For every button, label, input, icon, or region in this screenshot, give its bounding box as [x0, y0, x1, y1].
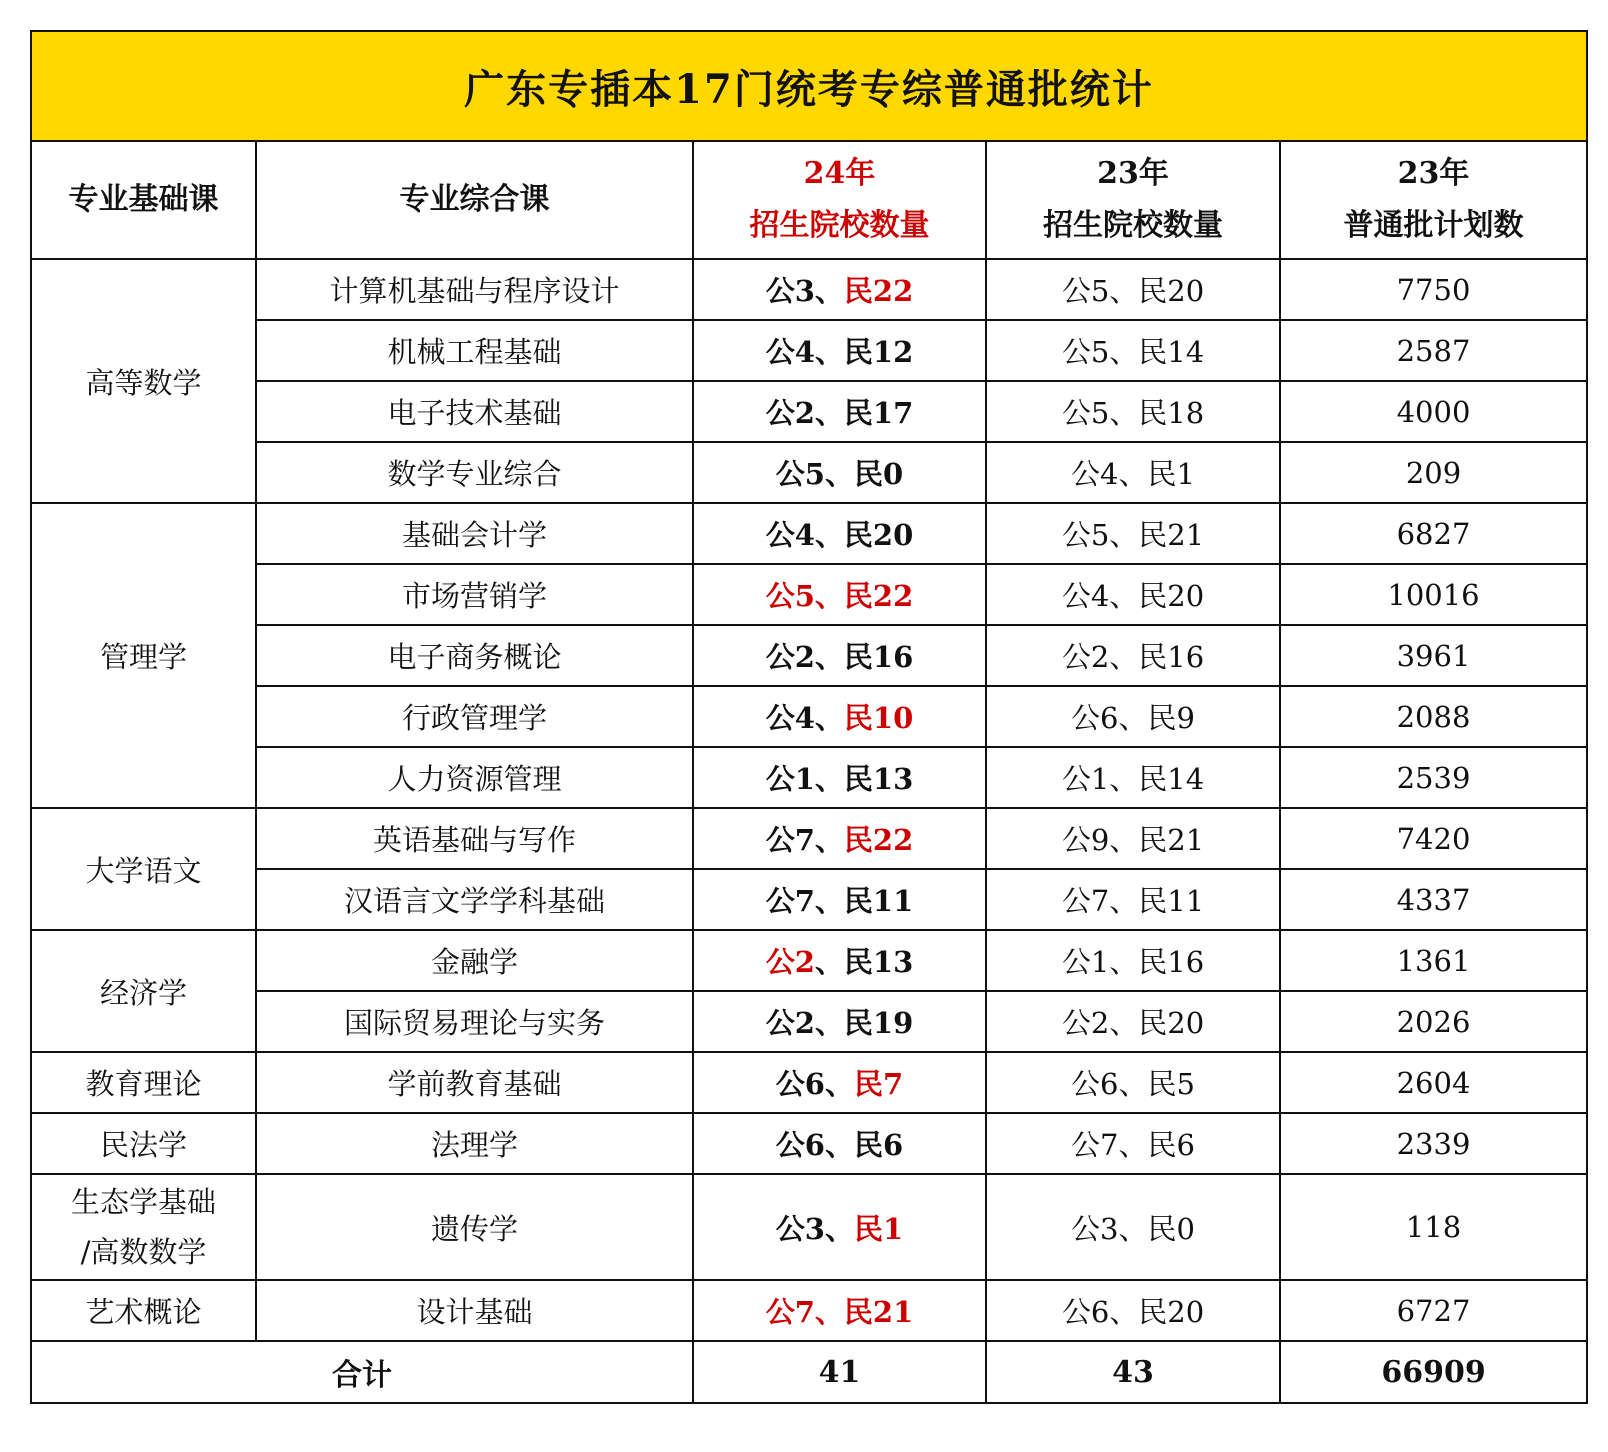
y24-public-count: 公4: [765, 518, 815, 552]
header-plan-year: 23年: [1397, 156, 1470, 191]
y24-public-count: 公1: [765, 762, 815, 796]
y24-count-cell: [693, 442, 986, 503]
plan-count-cell: 118: [1280, 1174, 1587, 1280]
base-course-cell: 管理学: [31, 503, 256, 808]
y24-private-count: 民22: [843, 579, 914, 613]
comprehensive-course-cell: 国际贸易理论与实务: [256, 991, 693, 1052]
y24-private-count: 民1: [854, 1211, 904, 1246]
y23-count-cell: 公9、民21: [986, 808, 1280, 869]
y24-count-cell: [693, 564, 986, 625]
y23-count-cell: 公6、民5: [986, 1052, 1280, 1113]
plan-count-cell: 4000: [1280, 381, 1587, 442]
header-y24-label: 招生院校数量: [749, 208, 930, 243]
y23-count-cell: 公3、民0: [986, 1174, 1280, 1280]
stats-table: [30, 30, 1588, 1404]
table-title: 广东专插本17门统考专综普通批统计: [31, 31, 1587, 141]
y23-count-cell: 公6、民20: [986, 1280, 1280, 1341]
y24-public-count: 公3: [775, 1211, 825, 1246]
plan-count-cell: 2604: [1280, 1052, 1587, 1113]
plan-count-cell: 2026: [1280, 991, 1587, 1052]
comprehensive-course-cell: 行政管理学: [256, 686, 693, 747]
separator: 、: [814, 396, 844, 430]
plan-count-cell: 2539: [1280, 747, 1587, 808]
y24-public-count: 公7: [765, 1295, 815, 1329]
y24-count-cell: [693, 1174, 986, 1280]
base-course-cell: 生态学基础 /高数数学: [31, 1174, 256, 1280]
y23-count-cell: 公4、民1: [986, 442, 1280, 503]
y24-public-count: 公5: [765, 579, 815, 613]
separator: 、: [814, 762, 844, 796]
y24-private-count: 民19: [843, 1006, 914, 1040]
comprehensive-course-cell: 法理学: [256, 1113, 693, 1174]
y24-count-cell: [693, 1280, 986, 1341]
y23-count-cell: 公7、民11: [986, 869, 1280, 930]
plan-count-cell: 6827: [1280, 503, 1587, 564]
y24-count-cell: [693, 808, 986, 869]
y24-public-count: 公2: [765, 640, 815, 674]
y23-count-cell: 公7、民6: [986, 1113, 1280, 1174]
comprehensive-course-cell: 电子商务概论: [256, 625, 693, 686]
y24-public-count: 公2: [765, 945, 815, 979]
y24-public-count: 公2: [765, 1006, 815, 1040]
plan-count-cell: 7420: [1280, 808, 1587, 869]
y24-count-cell: [693, 320, 986, 381]
y24-public-count: 公4: [765, 335, 815, 369]
header-y24-year: 24年: [803, 156, 876, 191]
y24-public-count: 公4: [765, 701, 815, 735]
comprehensive-course-cell: 基础会计学: [256, 503, 693, 564]
total-y24: 41: [693, 1341, 986, 1403]
comprehensive-course-cell: 汉语言文学学科基础: [256, 869, 693, 930]
y24-count-cell: [693, 686, 986, 747]
y24-private-count: 民20: [843, 518, 914, 552]
separator: 、: [824, 1128, 854, 1162]
y23-count-cell: 公1、民16: [986, 930, 1280, 991]
y24-private-count: 民16: [843, 640, 914, 674]
base-course-cell: 高等数学: [31, 259, 256, 503]
table-row: [31, 564, 1587, 625]
table-row: [31, 442, 1587, 503]
plan-count-cell: 2339: [1280, 1113, 1587, 1174]
plan-count-cell: 1361: [1280, 930, 1587, 991]
y24-count-cell: [693, 869, 986, 930]
plan-count-cell: 3961: [1280, 625, 1587, 686]
plan-count-cell: 2587: [1280, 320, 1587, 381]
plan-count-cell: 6727: [1280, 1280, 1587, 1341]
y24-public-count: 公5: [775, 457, 825, 491]
separator: 、: [814, 640, 844, 674]
table-row: [31, 1052, 1587, 1113]
base-course-cell: 教育理论: [31, 1052, 256, 1113]
y24-count-cell: [693, 381, 986, 442]
y24-public-count: 公6: [775, 1067, 825, 1101]
y23-count-cell: 公4、民20: [986, 564, 1280, 625]
y23-count-cell: 公6、民9: [986, 686, 1280, 747]
plan-count-cell: 2088: [1280, 686, 1587, 747]
comprehensive-course-cell: 电子技术基础: [256, 381, 693, 442]
y24-count-cell: [693, 503, 986, 564]
y24-private-count: 民22: [843, 274, 914, 308]
y24-private-count: 民12: [843, 335, 914, 369]
y24-count-cell: [693, 747, 986, 808]
header-comprehensive-course: 专业综合课: [256, 141, 693, 259]
table-row: [31, 869, 1587, 930]
header-y23-label: 招生院校数量: [1043, 208, 1223, 243]
y23-count-cell: 公1、民14: [986, 747, 1280, 808]
y23-count-cell: 公5、民20: [986, 259, 1280, 320]
separator: 、: [814, 274, 844, 308]
y24-public-count: 公2: [765, 396, 815, 430]
comprehensive-course-cell: 人力资源管理: [256, 747, 693, 808]
separator: 、: [814, 701, 844, 735]
header-y23-count: [986, 141, 1280, 259]
table-row: [31, 991, 1587, 1052]
separator: 、: [824, 1067, 854, 1101]
y24-count-cell: [693, 625, 986, 686]
y24-count-cell: [693, 1113, 986, 1174]
table-row: [31, 686, 1587, 747]
base-course-cell: 大学语文: [31, 808, 256, 930]
y24-private-count: 民13: [843, 945, 914, 979]
table-row: [31, 625, 1587, 686]
base-course-cell: 经济学: [31, 930, 256, 1052]
comprehensive-course-cell: 设计基础: [256, 1280, 693, 1341]
header-plan-label: 普通批计划数: [1343, 208, 1524, 243]
header-plan: [1280, 141, 1587, 259]
table-row: [31, 1280, 1587, 1341]
y24-private-count: 民10: [843, 701, 914, 735]
table-row: [31, 930, 1587, 991]
base-course-cell: 民法学: [31, 1113, 256, 1174]
plan-count-cell: 4337: [1280, 869, 1587, 930]
header-y23-year: 23年: [1097, 156, 1169, 191]
comprehensive-course-cell: 学前教育基础: [256, 1052, 693, 1113]
comprehensive-course-cell: 机械工程基础: [256, 320, 693, 381]
separator: 、: [814, 1295, 844, 1329]
total-plan: 66909: [1280, 1341, 1587, 1403]
plan-count-cell: 10016: [1280, 564, 1587, 625]
y24-private-count: 民0: [854, 457, 904, 491]
header-base-course: 专业基础课: [31, 141, 256, 259]
y23-count-cell: 公2、民20: [986, 991, 1280, 1052]
y24-private-count: 民7: [854, 1067, 904, 1101]
y24-private-count: 民6: [854, 1128, 904, 1162]
table-row: [31, 320, 1587, 381]
table-row: [31, 1174, 1587, 1280]
comprehensive-course-cell: 金融学: [256, 930, 693, 991]
header-y24-count: [693, 141, 986, 259]
y23-count-cell: 公5、民14: [986, 320, 1280, 381]
y24-public-count: 公7: [765, 823, 815, 857]
y24-count-cell: [693, 1052, 986, 1113]
total-label: 合计: [31, 1341, 693, 1403]
comprehensive-course-cell: 市场营销学: [256, 564, 693, 625]
comprehensive-course-cell: 英语基础与写作: [256, 808, 693, 869]
y23-count-cell: 公5、民18: [986, 381, 1280, 442]
table-body: [31, 259, 1587, 1341]
y24-private-count: 民22: [843, 823, 914, 857]
y24-private-count: 民13: [843, 762, 914, 796]
separator: 、: [824, 1211, 854, 1246]
y23-count-cell: 公2、民16: [986, 625, 1280, 686]
separator: 、: [814, 884, 844, 918]
separator: 、: [814, 518, 844, 552]
separator: 、: [814, 823, 844, 857]
y24-count-cell: [693, 930, 986, 991]
separator: 、: [814, 945, 844, 979]
base-course-cell: 艺术概论: [31, 1280, 256, 1341]
total-row: [31, 1341, 1587, 1403]
table-row: [31, 259, 1587, 320]
separator: 、: [824, 457, 854, 491]
y24-public-count: 公6: [775, 1128, 825, 1162]
separator: 、: [814, 335, 844, 369]
table-row: [31, 381, 1587, 442]
plan-count-cell: 7750: [1280, 259, 1587, 320]
y24-private-count: 民21: [843, 1295, 914, 1329]
comprehensive-course-cell: 数学专业综合: [256, 442, 693, 503]
y24-count-cell: [693, 991, 986, 1052]
y24-public-count: 公7: [765, 884, 815, 918]
table-row: [31, 1113, 1587, 1174]
y24-public-count: 公3: [765, 274, 815, 308]
separator: 、: [814, 1006, 844, 1040]
table-row: [31, 808, 1587, 869]
y23-count-cell: 公5、民21: [986, 503, 1280, 564]
y24-private-count: 民17: [843, 396, 914, 430]
comprehensive-course-cell: 计算机基础与程序设计: [256, 259, 693, 320]
separator: 、: [814, 579, 844, 613]
table-row: [31, 503, 1587, 564]
table-row: [31, 747, 1587, 808]
y24-count-cell: [693, 259, 986, 320]
plan-count-cell: 209: [1280, 442, 1587, 503]
y24-private-count: 民11: [843, 884, 914, 918]
total-y23: 43: [986, 1341, 1280, 1403]
comprehensive-course-cell: 遗传学: [256, 1174, 693, 1280]
